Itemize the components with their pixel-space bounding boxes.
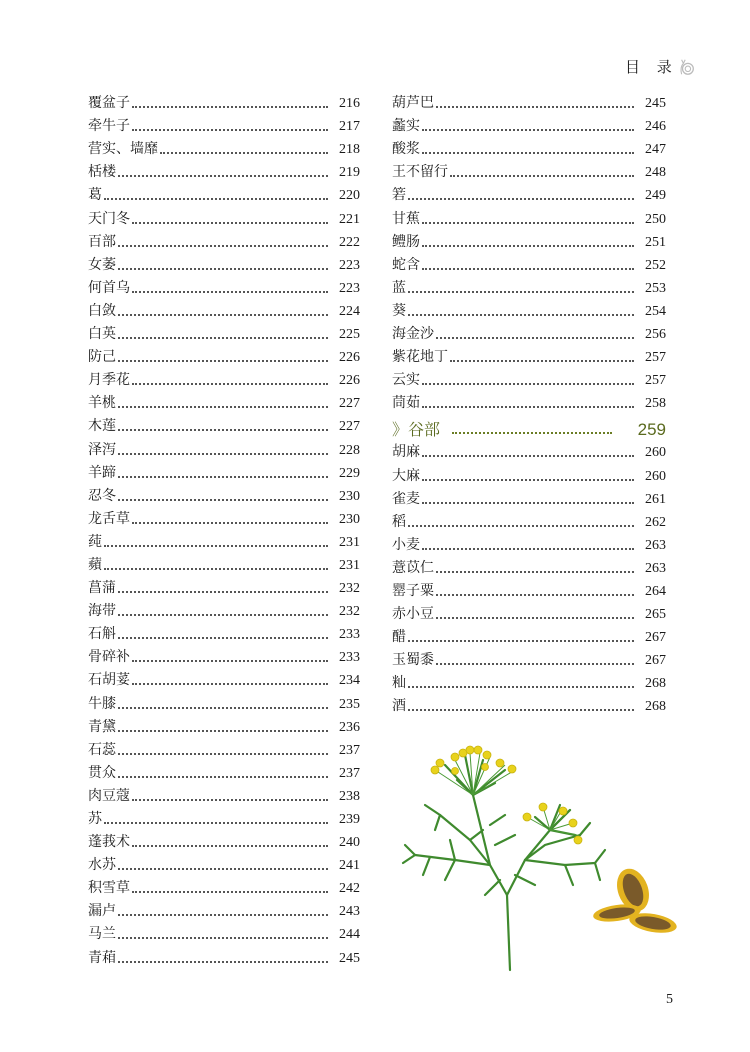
dot-leader (436, 663, 634, 665)
toc-entry-title: 王不留行 (392, 164, 448, 181)
toc-entry-page: 220 (339, 188, 360, 204)
toc-entry-page: 247 (645, 142, 666, 158)
toc-entry-page: 227 (339, 419, 360, 435)
toc-entry[interactable] (88, 392, 360, 415)
dot-leader (118, 406, 328, 408)
toc-entry-title: 覆盆子 (88, 95, 130, 112)
toc-entry-page: 230 (339, 488, 360, 504)
dot-leader (118, 730, 328, 732)
dot-leader (422, 548, 634, 550)
dot-leader (436, 617, 634, 619)
toc-entry-page: 231 (339, 534, 360, 550)
toc-entry[interactable] (392, 626, 666, 649)
dot-leader (408, 525, 634, 527)
toc-entry-title: 甘蕉 (392, 210, 420, 227)
dot-leader (118, 914, 328, 916)
toc-entry-title: 积雪草 (88, 880, 130, 897)
dot-leader (422, 455, 634, 457)
dot-leader (436, 571, 634, 573)
page-number: 5 (666, 992, 673, 1007)
toc-entry-title: 云实 (392, 372, 420, 389)
running-header (625, 56, 696, 77)
dot-leader (422, 406, 634, 408)
toc-entry[interactable] (392, 346, 666, 369)
toc-entry[interactable] (392, 323, 666, 346)
toc-entry-page: 245 (645, 96, 666, 112)
toc-entry-title: 青黛 (88, 718, 116, 735)
toc-entry[interactable] (88, 785, 360, 808)
dot-leader (104, 545, 328, 547)
toc-entry-page: 233 (339, 650, 360, 666)
toc-entry-page: 246 (645, 119, 666, 135)
toc-left-column (88, 92, 360, 970)
toc-entry-title: 雀麦 (392, 490, 420, 507)
toc-entry-title: 女萎 (88, 256, 116, 273)
toc-entry-title: 骨碎补 (88, 649, 130, 666)
toc-entry[interactable] (392, 92, 666, 115)
dot-leader (118, 776, 328, 778)
header-title: 目 录 (625, 58, 678, 76)
toc-entry-title: 栝楼 (88, 164, 116, 181)
dot-leader (160, 152, 328, 154)
toc-entry[interactable] (88, 623, 360, 646)
toc-entry-title: 海金沙 (392, 326, 434, 343)
toc-entry-title: 薏苡仁 (392, 559, 434, 576)
toc-entry-title: 青葙 (88, 949, 116, 966)
toc-entry-page: 233 (339, 627, 360, 643)
toc-entry-title: 酸浆 (392, 141, 420, 158)
toc-entry-page: 260 (645, 445, 666, 461)
toc-entry-page: 267 (645, 630, 666, 646)
dot-leader (104, 568, 328, 570)
toc-entry-title: 苏 (88, 811, 102, 827)
dot-leader (132, 683, 328, 685)
toc-entry-page: 223 (339, 257, 360, 273)
dot-leader (118, 707, 328, 709)
toc-entry-page: 237 (339, 742, 360, 758)
toc-entry-page: 217 (339, 119, 360, 135)
dot-leader (118, 268, 328, 270)
toc-entry-page: 235 (339, 696, 360, 712)
toc-entry[interactable] (88, 554, 360, 577)
toc-entry[interactable] (88, 485, 360, 508)
dot-leader (132, 891, 328, 893)
toc-entry-title: 小麦 (392, 536, 420, 553)
toc-entry-title: 石胡荽 (88, 672, 130, 689)
toc-entry-title: 菖蒲 (88, 580, 116, 597)
toc-entry[interactable] (88, 462, 360, 485)
toc-entry[interactable] (88, 369, 360, 392)
toc-entry-title: 醋 (392, 629, 406, 646)
toc-entry-title: 营实、墙靡 (88, 141, 158, 158)
toc-entry[interactable] (392, 649, 666, 672)
toc-entry-page: 268 (645, 699, 666, 715)
toc-entry-title: 鳢肠 (392, 233, 420, 250)
toc-entry-page: 229 (339, 465, 360, 481)
dot-leader (436, 594, 634, 596)
dot-leader (118, 961, 328, 963)
toc-entry[interactable] (88, 346, 360, 369)
dot-leader (132, 660, 328, 662)
toc-entry-title: 箬 (392, 187, 406, 204)
toc-entry-page: 244 (339, 927, 360, 943)
toc-entry[interactable] (392, 254, 666, 277)
toc-entry-page: 239 (339, 812, 360, 827)
toc-entry-page: 253 (645, 280, 666, 296)
toc-entry[interactable] (392, 369, 666, 392)
toc-entry-title: 胡麻 (392, 444, 420, 461)
dot-leader (118, 499, 328, 501)
toc-entry[interactable] (88, 138, 360, 161)
toc-entry-title: 防己 (88, 349, 116, 366)
toc-entry[interactable] (392, 603, 666, 626)
toc-entry-title: 谷部 (408, 420, 441, 440)
dot-leader (436, 337, 634, 339)
dot-leader (422, 383, 634, 385)
toc-entry[interactable] (88, 692, 360, 715)
toc-entry-title: 羊蹄 (88, 464, 116, 481)
toc-entry[interactable] (392, 115, 666, 138)
toc-entry-page: 227 (339, 396, 360, 412)
toc-entry-page: 259 (637, 420, 666, 440)
toc-entry-page: 237 (339, 765, 360, 781)
toc-entry[interactable] (392, 277, 666, 300)
toc-entry-page: 263 (645, 537, 666, 553)
toc-entry[interactable] (392, 184, 666, 207)
toc-entry-title: 月季花 (88, 372, 130, 389)
toc-entry-page: 230 (339, 511, 360, 527)
toc-entry-title: 马兰 (88, 926, 116, 943)
toc-entry-page: 251 (645, 234, 666, 250)
toc-entry[interactable] (88, 207, 360, 230)
toc-entry-title: 稻 (392, 513, 406, 530)
toc-entry[interactable] (88, 438, 360, 461)
toc-entry-title: 白敛 (88, 302, 116, 319)
toc-entry-title: 玉蜀黍 (392, 652, 434, 669)
toc-entry-page: 260 (645, 468, 666, 484)
toc-entry-page: 267 (645, 653, 666, 669)
dot-leader (452, 432, 612, 434)
toc-entry-page: 252 (645, 257, 666, 273)
toc-entry-page: 249 (645, 188, 666, 204)
toc-entry-page: 226 (339, 373, 360, 389)
toc-entry-title: 水苏 (88, 857, 116, 874)
dot-leader (422, 245, 634, 247)
dot-leader (118, 429, 328, 431)
dot-leader (408, 709, 634, 711)
toc-entry[interactable] (88, 600, 360, 623)
toc-entry-title: 蓬莪术 (88, 834, 130, 851)
toc-entry[interactable] (88, 923, 360, 946)
toc-entry[interactable] (392, 464, 666, 487)
dot-leader (450, 175, 634, 177)
toc-entry-title: 茼茹 (392, 395, 420, 412)
toc-entry-page: 232 (339, 581, 360, 597)
toc-entry[interactable] (88, 323, 360, 346)
toc-entry[interactable] (392, 557, 666, 580)
toc-entry[interactable] (88, 762, 360, 785)
toc-entry-title: 龙舌草 (88, 510, 130, 527)
toc-entry[interactable] (88, 577, 360, 600)
toc-section-heading[interactable] (392, 415, 666, 441)
toc-entry-title: 羊桃 (88, 395, 116, 412)
toc-entry[interactable] (392, 161, 666, 184)
dot-leader (408, 640, 634, 642)
dot-leader (450, 360, 634, 362)
toc-entry[interactable] (392, 441, 666, 464)
dot-leader (132, 522, 328, 524)
toc-entry-title: 籼 (392, 675, 406, 692)
toc-entry[interactable] (392, 488, 666, 511)
toc-entry[interactable] (88, 808, 360, 831)
toc-entry-title: 海带 (88, 603, 116, 620)
toc-entry-title: 肉豆蔻 (88, 787, 130, 804)
toc-entry-title: 牛膝 (88, 695, 116, 712)
toc-entry[interactable] (88, 669, 360, 692)
toc-entry-page: 219 (339, 165, 360, 181)
toc-entry-page: 231 (339, 557, 360, 573)
dot-leader (118, 937, 328, 939)
toc-entry-page: 254 (645, 303, 666, 319)
toc-entry-page: 228 (339, 442, 360, 458)
dot-leader (118, 314, 328, 316)
toc-entry[interactable] (392, 392, 666, 415)
toc-entry-title: 葵 (392, 302, 406, 319)
toc-entry-page: 256 (645, 327, 666, 343)
toc-entry[interactable] (392, 672, 666, 695)
toc-entry-title: 石蕊 (88, 741, 116, 758)
dot-leader (408, 291, 634, 293)
toc-entry-page: 262 (645, 514, 666, 530)
section-marker-icon: 》 (392, 420, 409, 440)
dot-leader (408, 198, 634, 200)
dot-leader (132, 129, 328, 131)
toc-entry-title: 大麻 (392, 467, 420, 484)
toc-entry-page: 261 (645, 491, 666, 507)
dot-leader (118, 753, 328, 755)
dot-leader (408, 314, 634, 316)
toc-entry-page: 265 (645, 607, 666, 623)
toc-entry-title: 忍冬 (88, 487, 116, 504)
dot-leader (132, 291, 328, 293)
toc-entry[interactable] (88, 531, 360, 554)
dot-leader (132, 799, 328, 801)
dot-leader (132, 106, 328, 108)
toc-entry-title: 木莲 (88, 418, 116, 435)
dot-leader (132, 845, 328, 847)
toc-entry-title: 葫芦巴 (392, 95, 434, 112)
toc-entry[interactable] (88, 946, 360, 969)
dot-leader (118, 868, 328, 870)
toc-entry-title: 蛇含 (392, 256, 420, 273)
toc-entry[interactable] (392, 207, 666, 230)
dot-leader (422, 479, 634, 481)
toc-right-column (392, 92, 666, 718)
toc-entry-page: 263 (645, 560, 666, 576)
toc-entry-page: 226 (339, 350, 360, 366)
dot-leader (436, 106, 634, 108)
toc-entry-page: 248 (645, 165, 666, 181)
toc-entry[interactable] (88, 277, 360, 300)
dot-leader (422, 129, 634, 131)
toc-entry-page: 264 (645, 583, 666, 599)
toc-entry-title: 漏卢 (88, 903, 116, 920)
toc-entry-page: 257 (645, 350, 666, 366)
dot-leader (422, 152, 634, 154)
dot-leader (132, 383, 328, 385)
toc-entry-title: 蘋 (88, 556, 102, 573)
dot-leader (104, 198, 328, 200)
toc-entry[interactable] (88, 831, 360, 854)
toc-entry[interactable] (88, 184, 360, 207)
toc-entry-title: 蓝 (392, 279, 406, 296)
toc-entry[interactable] (88, 415, 360, 438)
snail-ornament-icon (678, 58, 696, 76)
toc-entry-page: 238 (339, 788, 360, 804)
toc-entry[interactable] (88, 877, 360, 900)
toc-entry-page: 241 (339, 858, 360, 874)
toc-entry-page: 242 (339, 881, 360, 897)
toc-entry[interactable] (392, 300, 666, 323)
toc-entry-title: 莼 (88, 533, 102, 550)
toc-entry[interactable] (88, 739, 360, 762)
toc-entry-title: 紫花地丁 (392, 349, 448, 366)
toc-entry-title: 何首乌 (88, 279, 130, 296)
toc-entry-page: 225 (339, 327, 360, 343)
toc-entry-title: 天门冬 (88, 210, 130, 227)
toc-entry[interactable] (392, 138, 666, 161)
toc-entry-title: 白英 (88, 326, 116, 343)
toc-entry[interactable] (392, 511, 666, 534)
dot-leader (118, 360, 328, 362)
toc-entry[interactable] (88, 900, 360, 923)
dot-leader (104, 822, 328, 824)
toc-entry-page: 236 (339, 719, 360, 735)
toc-entry[interactable] (88, 854, 360, 877)
toc-entry-title: 酒 (392, 698, 406, 715)
toc-entry-page: 222 (339, 234, 360, 250)
dot-leader (118, 337, 328, 339)
toc-entry-page: 234 (339, 673, 360, 689)
fennel-illustration (395, 735, 705, 975)
toc-entry[interactable] (392, 695, 666, 718)
dot-leader (118, 476, 328, 478)
toc-entry-page: 243 (339, 904, 360, 920)
dot-leader (118, 637, 328, 639)
toc-entry-title: 赤小豆 (392, 606, 434, 623)
toc-entry-page: 245 (339, 950, 360, 966)
toc-entry[interactable] (88, 231, 360, 254)
dot-leader (132, 222, 328, 224)
toc-entry-page: 250 (645, 211, 666, 227)
dot-leader (118, 245, 328, 247)
toc-entry-page: 223 (339, 280, 360, 296)
toc-entry-page: 240 (339, 835, 360, 851)
toc-entry-page: 257 (645, 373, 666, 389)
toc-entry-page: 268 (645, 676, 666, 692)
dot-leader (422, 268, 634, 270)
toc-entry[interactable] (88, 716, 360, 739)
dot-leader (422, 502, 634, 504)
toc-entry-page: 224 (339, 303, 360, 319)
toc-entry[interactable] (88, 115, 360, 138)
toc-entry[interactable] (392, 231, 666, 254)
toc-entry-title: 葛 (88, 187, 102, 204)
toc-entry-title: 牵牛子 (88, 118, 130, 135)
toc-entry[interactable] (88, 161, 360, 184)
toc-entry[interactable] (88, 92, 360, 115)
toc-entry-page: 232 (339, 604, 360, 620)
dot-leader (422, 222, 634, 224)
dot-leader (118, 591, 328, 593)
toc-entry[interactable] (88, 254, 360, 277)
toc-entry-title: 贯众 (88, 764, 116, 781)
dot-leader (118, 453, 328, 455)
dot-leader (118, 614, 328, 616)
toc-entry[interactable] (88, 646, 360, 669)
toc-entry[interactable] (392, 580, 666, 603)
toc-entry-title: 蠡实 (392, 118, 420, 135)
toc-entry[interactable] (88, 300, 360, 323)
toc-entry-page: 216 (339, 96, 360, 112)
toc-entry-title: 罂子粟 (392, 582, 434, 599)
dot-leader (408, 686, 634, 688)
dot-leader (118, 175, 328, 177)
toc-entry-page: 221 (339, 211, 360, 227)
toc-entry-title: 石斛 (88, 626, 116, 643)
toc-entry[interactable] (88, 508, 360, 531)
toc-entry-title: 泽泻 (88, 441, 116, 458)
toc-entry[interactable] (392, 534, 666, 557)
toc-entry-page: 218 (339, 142, 360, 158)
toc-entry-page: 258 (645, 396, 666, 412)
toc-entry-title: 百部 (88, 233, 116, 250)
